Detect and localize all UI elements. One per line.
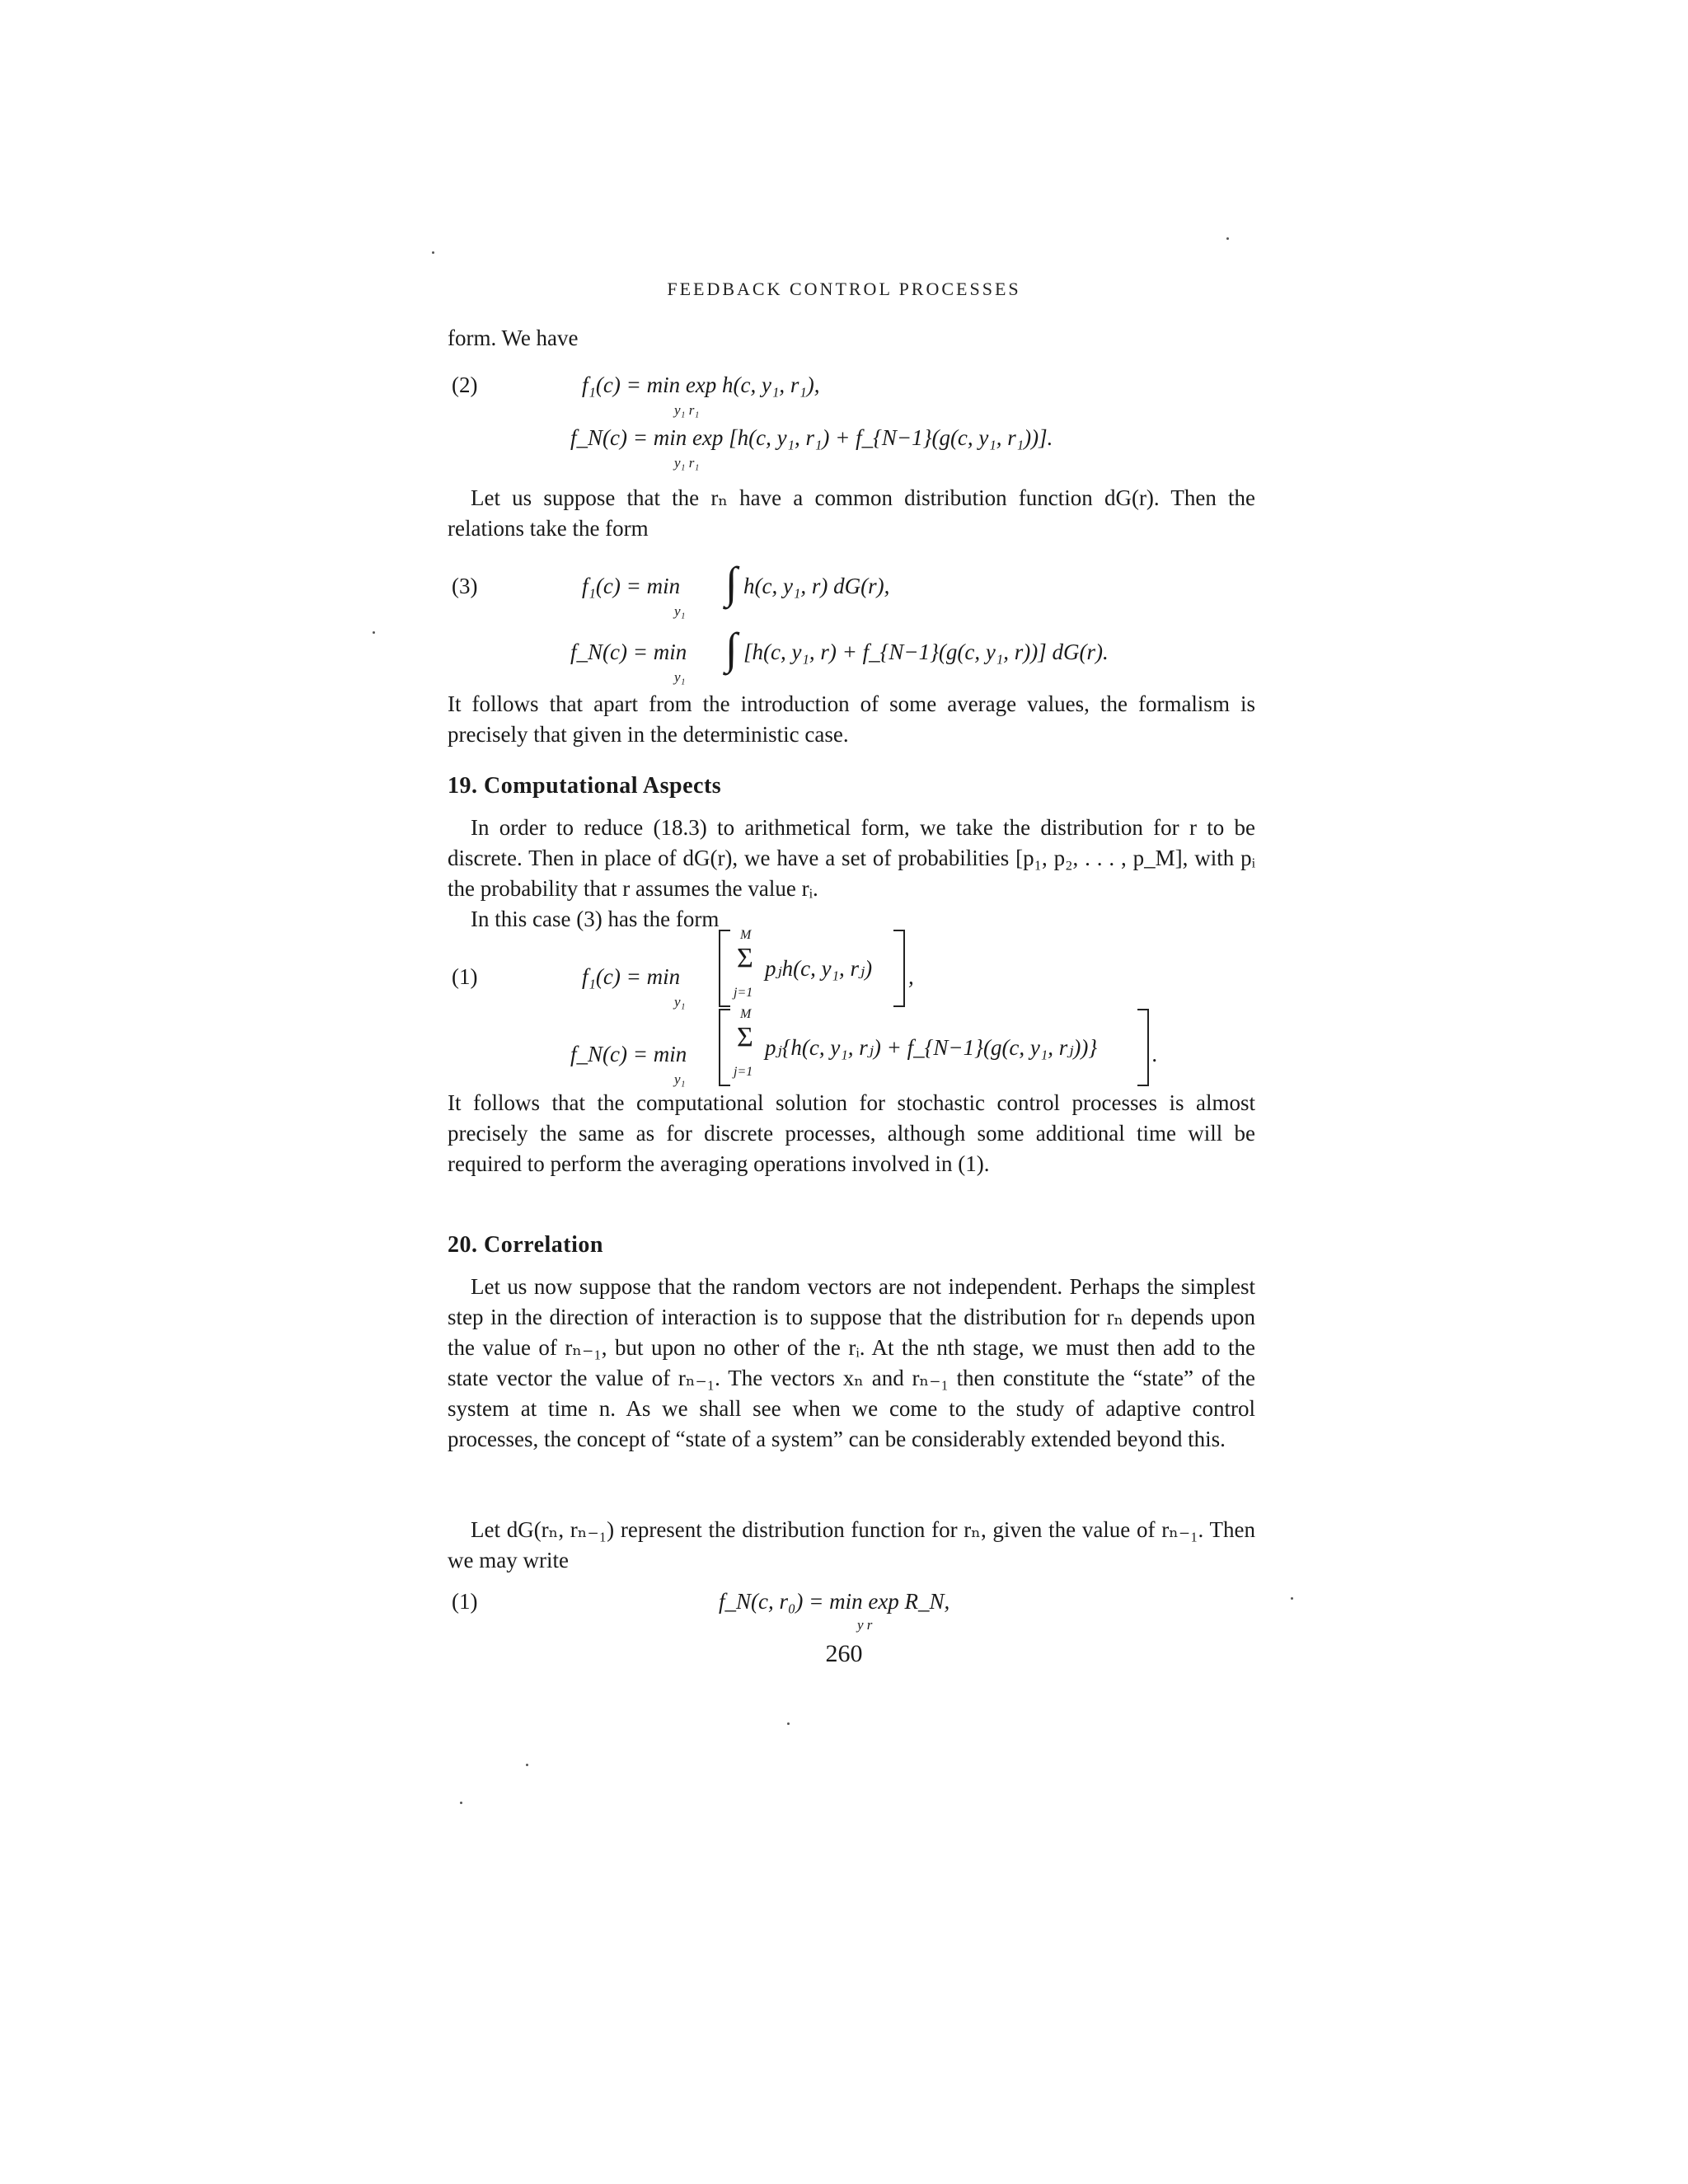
eq3-line2-lhs: f_N(c) = min: [570, 640, 687, 664]
left-bracket: [719, 930, 730, 1007]
scan-speck: [1226, 237, 1229, 240]
sigma-sign: Σ: [737, 1022, 753, 1052]
eq1a-line1-under: y₁: [674, 994, 686, 1010]
eq1b-under: y r: [857, 1617, 873, 1633]
section-heading-19: 19. Computational Aspects: [448, 773, 722, 799]
eq1a-line2-under: y₁: [674, 1071, 686, 1087]
eq3-line1-under: y₁: [674, 603, 686, 619]
running-head: FEEDBACK CONTROL PROCESSES: [667, 279, 1021, 299]
para-19b: In this case (3) has the form: [471, 907, 720, 931]
sum-lower-limit: j=1: [734, 986, 753, 1000]
integral-sign: ∫: [725, 624, 738, 673]
eq3-line1-rhs: h(c, y₁, r) dG(r),: [743, 574, 890, 598]
eq2-line1: f₁(c) = min exp h(c, y₁, r₁),: [582, 373, 820, 397]
scan-speck: [432, 251, 434, 254]
para-19c: It follows that the computational solution for stochastic control processes is almost precisely the same as for discrete processes, although some additional time will be required to perform the averaging operations involved in (1).: [448, 1090, 1255, 1176]
eq1a-number: (1): [452, 964, 478, 989]
eq3-number: (3): [452, 574, 478, 598]
page-number: 260: [825, 1640, 863, 1667]
eq2-line1-under: y₁ r₁: [674, 402, 700, 418]
para-20a: Let us now suppose that the random vectors are not independent. Perhaps the simplest step in the direction of interaction is to suppose that the distribution for rₙ depends upon the value of rₙ₋₁, but upon no other of the rᵢ. At the nth stage, we must then add to the state vector the value of rₙ₋₁. The vectors xₙ and rₙ₋₁ then constitute the “state” of the system at time n. As we shall see when we come to the study of adaptive control processes, the concept of “state of a system” can be considerably extended beyond this.: [448, 1274, 1255, 1451]
sum-upper-limit: M: [740, 1007, 752, 1021]
left-bracket: [719, 1009, 730, 1086]
section-heading-20: 20. Correlation: [448, 1232, 603, 1258]
para-follows: It follows that apart from the introduction of some average values, the formalism is precisely that given in the deterministic case.: [448, 691, 1255, 747]
para-20b: Let dG(rₙ, rₙ₋₁) represent the distribution function for rₙ, given the value of rₙ₋₁. Then we may write: [448, 1517, 1255, 1572]
sum-upper-limit: M: [740, 928, 752, 942]
sum-lower-limit: j=1: [734, 1065, 753, 1079]
eq2-number: (2): [452, 373, 478, 397]
eq3-line1-lhs: f₁(c) = min: [582, 574, 681, 598]
eq1a-line2-rhs: pⱼ{h(c, y₁, rⱼ) + f_{N−1}(g(c, y₁, rⱼ))}: [765, 1035, 1098, 1060]
scan-speck: [526, 1764, 528, 1766]
scan-speck: [787, 1722, 790, 1725]
eq3-line2-under: y₁: [674, 669, 686, 685]
eq1a-line1-lhs: f₁(c) = min: [582, 964, 681, 989]
eq2-line2-under: y₁ r₁: [674, 455, 700, 471]
integral-sign: ∫: [725, 558, 738, 607]
eq1a-line2-lhs: f_N(c) = min: [570, 1042, 687, 1066]
eq3-line2-rhs: [h(c, y₁, r) + f_{N−1}(g(c, y₁, r))] dG(r).: [743, 640, 1109, 664]
intro-text: form. We have: [448, 326, 579, 350]
eq2-line2: f_N(c) = min exp [h(c, y₁, r₁) + f_{N−1}(g(c, y₁, r₁))].: [570, 425, 1053, 450]
right-bracket: [1137, 1009, 1149, 1086]
eq1a-line1-rhs: pⱼh(c, y₁, rⱼ): [765, 956, 873, 981]
para-distribution: Let us suppose that the rₙ have a common distribution function dG(r). Then the relations take the form: [448, 485, 1255, 541]
eq1b-number: (1): [452, 1589, 478, 1614]
scan-speck: [1291, 1597, 1293, 1600]
para-19a: In order to reduce (18.3) to arithmetical form, we take the distribution for r to be discrete. Then in place of dG(r), we have a set of probabilities [p₁, p₂, . . . , p_M], with pᵢ the probability that r assumes the value rᵢ.: [448, 815, 1255, 901]
right-bracket: [893, 930, 905, 1007]
eq1a-line1-end: ,: [908, 964, 914, 989]
sigma-sign: Σ: [737, 943, 753, 973]
eq1a-line2-end: .: [1152, 1042, 1158, 1066]
eq1b-line: f_N(c, r₀) = min exp R_N,: [719, 1589, 950, 1614]
scan-speck: [373, 631, 375, 634]
scan-speck: [460, 1802, 462, 1804]
